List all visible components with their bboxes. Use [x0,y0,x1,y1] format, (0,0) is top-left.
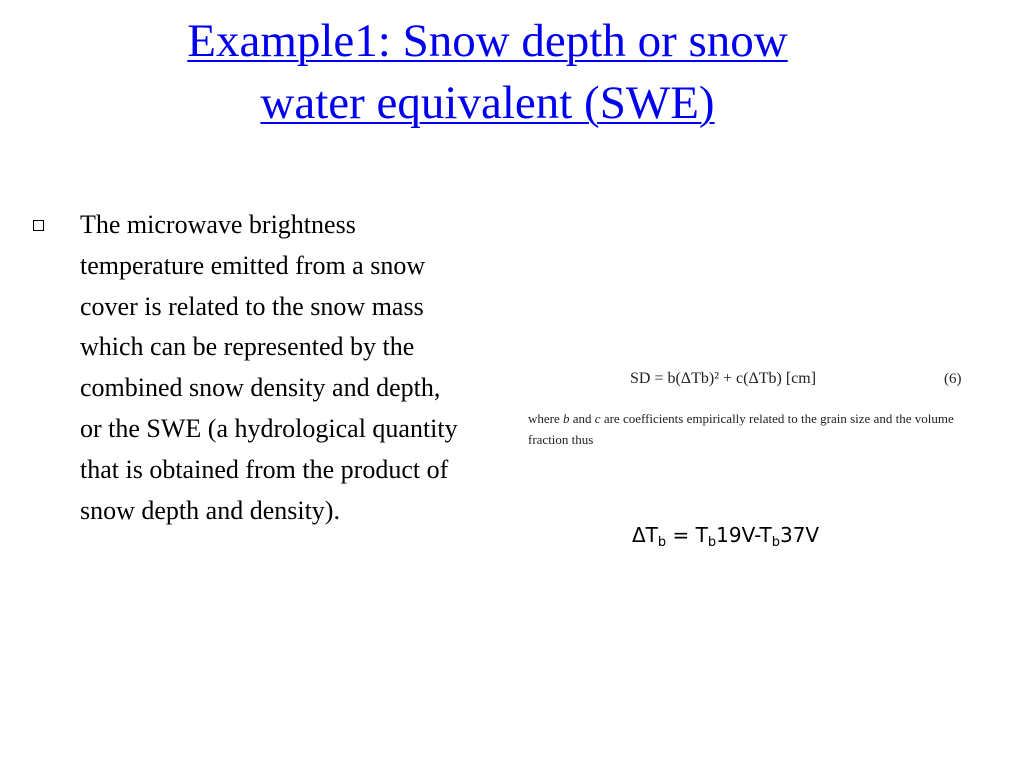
title-line-1[interactable]: Example1: Snow depth or snow [187,15,788,67]
equation-number: (6) [944,371,962,387]
where-rest: are coefficients empirically related to the grain size and the volume fraction thus [528,411,954,447]
delta-t: ΔT [632,523,658,547]
var-b: b [563,411,570,426]
where-prefix: where [528,411,560,426]
and-word: and [572,411,592,426]
subscript-b-3: b [771,535,780,550]
slide-title[interactable] [60,10,915,134]
end-term: 37V [779,523,820,547]
mid-term: 19V-T [716,523,772,547]
equation-formula: SD = b(ΔTb)² + c(ΔTb) [cm] [630,370,817,387]
equation-explanation [528,408,968,450]
hollow-square-bullet-icon [33,220,44,231]
delta-tb-formula [632,523,819,550]
equation-image [522,362,972,452]
equals-t: = T [666,523,708,547]
subscript-b-2: b [707,535,717,550]
bullet-body-text: The microwave brightness temperature emitted from a snow cover is related to the snow mass which can be represented by the combined snow density and depth, or the SWE (a hydrological quantity that is obtained from the product of snow depth and density). [80,210,458,525]
var-c: c [594,411,601,426]
subscript-b-1: b [657,535,667,550]
title-line-2[interactable]: water equivalent (SWE) [260,77,715,129]
